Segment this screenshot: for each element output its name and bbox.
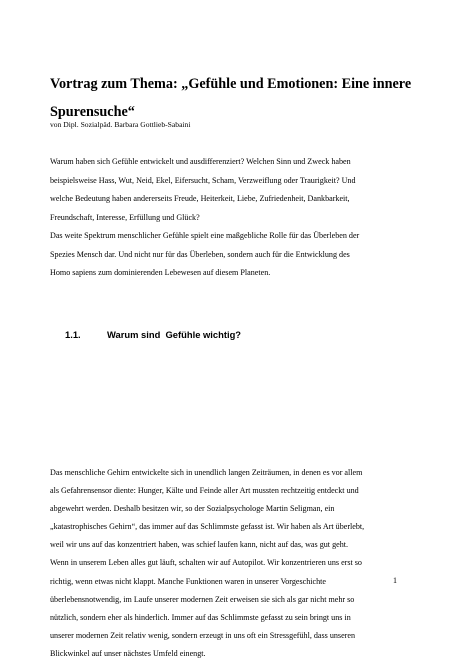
text-line: Das menschliche Gehirn entwickelte sich in unendlich langen Zeiträumen, in denen es vor allem <box>50 468 363 477</box>
text-line: Homo sapiens zum dominierenden Lebewesen auf diesem Planeten. <box>50 268 271 277</box>
text-line: nützlich, sondern eher als hinderlich. Immer auf das Schlimmste gefasst zu sein bringt uns in <box>50 612 351 622</box>
text-line: weil wir uns auf das konzentriert haben, was schief laufen kann, nicht auf das, was gut geht. <box>50 540 349 550</box>
text-line: überlebensnotwendig, im Laufe unserer modernen Zeit erweisen sie sich als gar nicht mehr so <box>50 594 355 604</box>
section-number: 1.1. <box>65 329 81 340</box>
text-line: „katastrophisches Gehirn“, das immer auf das Schlimmste gefasst ist. Wir haben als Art überlebt, <box>50 522 365 532</box>
title-line: Vortrag zum Thema: „Gefühle und Emotionen: Eine innere <box>50 76 412 92</box>
text-line: Das weite Spektrum menschlicher Gefühle spielt eine maßgebliche Rolle für das Überleben der <box>50 231 360 240</box>
section-heading <box>65 328 241 342</box>
text-line: richtig, wenn etwas nicht klappt. Manche Funktionen waren in unserer Vorgeschichte <box>50 576 327 586</box>
text-line: unserer modernen Zeit relativ wenig, sondern erzeugt in uns oft ein Stressgefühl, dass unseren <box>50 630 356 640</box>
body-paragraph <box>50 464 405 663</box>
title-line: Spurensuche“ <box>50 104 135 120</box>
author-byline: von Dipl. Sozialpäd. Barbara Gottlieb-Sabaini <box>50 120 191 129</box>
section-title: Warum sind Gefühle wichtig? <box>107 329 242 340</box>
text-line: Freundschaft, Interesse, Erfüllung und Glück? <box>50 212 200 222</box>
text-line: abgewehrt werden. Deshalb besitzen wir, so der Sozialpsychologe Martin Seligman, ein <box>50 504 335 514</box>
text-line: welche Bedeutung haben andererseits Freude, Heiterkeit, Liebe, Zufriedenheit, Dankbarkeit, <box>50 194 350 203</box>
intro-paragraph <box>50 153 405 283</box>
text-line: Spezies Mensch dar. Und nicht nur für das Überleben, sondern auch für die Entwicklung des <box>50 249 350 259</box>
text-line: als Gefahrensensor diente: Hunger, Kälte und Feinde aller Art mussten rechtzeitig entdeckt und <box>50 486 359 496</box>
document-title <box>50 70 410 126</box>
text-line: Wenn in unserem Leben alles gut läuft, schalten wir auf Autopilot. Wir konzentrieren uns erst so <box>50 558 362 568</box>
text-line: beispielsweise Hass, Wut, Neid, Ekel, Eifersucht, Scham, Verzweiflung oder Traurigkeit? Und <box>50 175 356 185</box>
text-line: Blickwinkel auf unser nächstes Umfeld einengt. <box>50 648 206 658</box>
text-line: Warum haben sich Gefühle entwickelt und ausdifferenziert? Welchen Sinn und Zweck haben <box>50 157 351 166</box>
page-number: 1 <box>393 576 397 585</box>
